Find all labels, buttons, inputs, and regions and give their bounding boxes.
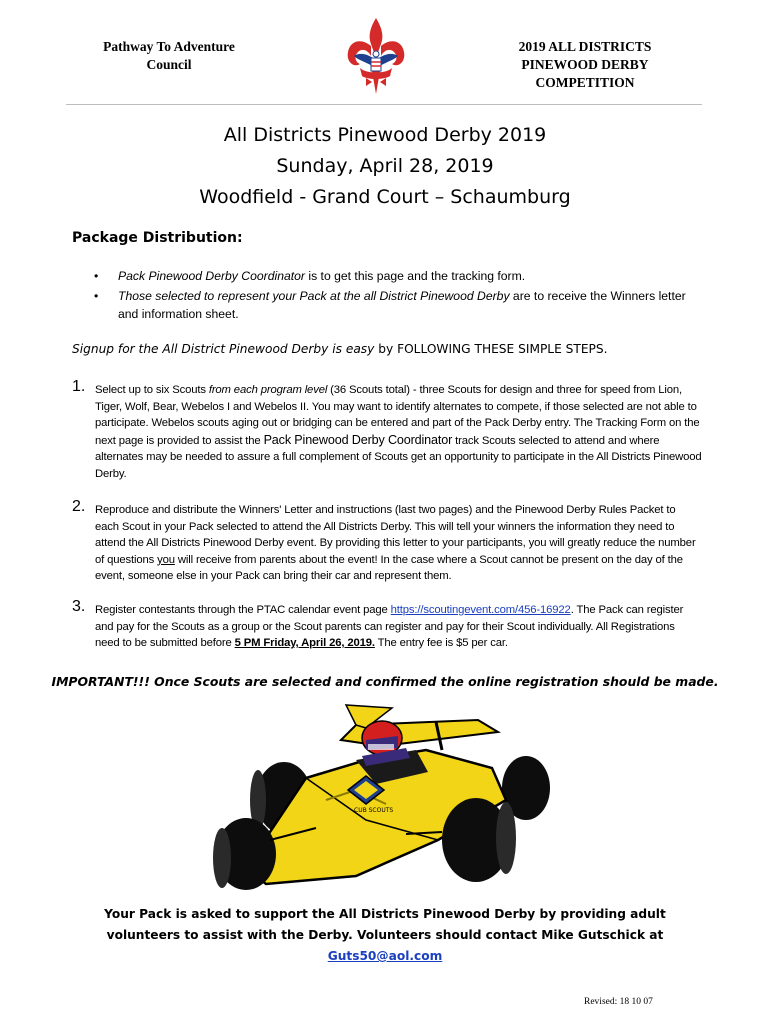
step-number: 3. (72, 598, 86, 615)
step-1 (72, 378, 702, 483)
competition-line-1: 2019 ALL DISTRICTS (518, 39, 652, 54)
step-text-part: . The Pack can register and pay for the Scouts as a group or the Scout parents can register and pay for their Scout individually. All Registrations need to be submitted before (95, 604, 684, 650)
step-text-part: Register contestants through the PTAC calendar event page (95, 604, 391, 616)
bullet-item (94, 287, 704, 323)
deadline: 5 PM Friday, April 26, 2019. (234, 637, 375, 650)
package-bullets (94, 267, 704, 325)
step-3 (72, 598, 702, 652)
title-line-3: Woodfield - Grand Court – Schaumburg (199, 186, 571, 208)
bullet-dot-icon: • (94, 289, 99, 303)
step-text (95, 502, 702, 585)
title-line-2: Sunday, April 28, 2019 (276, 155, 494, 177)
bsa-fleur-de-lis-eagle-icon (340, 16, 412, 96)
step-text-part: track Scouts selected to attend and where alternates may be needed to assure a full complement of Scouts get an opportunity to participate in the All Districts Pinewood Derby. (95, 434, 702, 480)
signup-line (72, 342, 608, 356)
step-number: 1. (72, 378, 86, 395)
signup-emphasis: Signup for the All District Pinewood Derby is easy (72, 342, 375, 356)
header-divider (66, 104, 702, 105)
title-line-1: All Districts Pinewood Derby 2019 (223, 124, 547, 146)
volunteer-email-link[interactable]: Guts50@aol.com (327, 949, 443, 963)
race-car-illustration-icon (206, 700, 562, 900)
step-emphasis: Pack Pinewood Derby Coordinator (263, 432, 453, 447)
step-text-part: Select up to six Scouts (95, 384, 209, 396)
step-number: 2. (72, 498, 86, 515)
page-title (0, 120, 770, 213)
bullet-emphasis: Pack Pinewood Derby Coordinator (118, 269, 305, 283)
important-notice: IMPORTANT!!! Once Scouts are selected and confirmed the online registration should be made. (51, 674, 719, 689)
step-text-part: (36 Scouts total) - three Scouts for design and three for speed from Lion, Tiger, Wolf, Bear, Webelos I and Webelos II. You may want to identify alternates to compete, if those selected are not able to participate. Webelos scouts aging out or bridging can be entered and part of the Pack Derby entry. The Tracking Form on the next page is provided to assist the (95, 384, 700, 447)
volunteer-request (70, 904, 700, 967)
step-emphasis: from each program level (208, 384, 328, 396)
signup-text: by FOLLOWING THESE SIMPLE STEPS. (374, 342, 608, 356)
car-badge-text: CUB SCOUTS (354, 807, 394, 814)
council-line-1: Pathway To Adventure (103, 39, 235, 54)
volunteer-text: Your Pack is asked to support the All Districts Pinewood Derby by providing adult volunteers to assist with the Derby. Volunteers should contact Mike Gutschick at (104, 907, 666, 942)
step-2 (72, 498, 702, 585)
bullet-text: is to get this page and the tracking form. (304, 269, 526, 283)
step-text (95, 382, 702, 483)
bullet-dot-icon: • (94, 269, 99, 283)
council-name (84, 38, 254, 74)
step-text-part: Reproduce and distribute the Winners' Letter and instructions (last two pages) and the Pinewood Derby Rules Packet to each Scout in your Pack selected to attend the All Districts Derby. This will tell your winners the information they need to attend the All Districts Pinewood Derby event. By providing this letter to your participants, you will greatly reduce the number of questions (95, 504, 696, 566)
competition-line-2: PINEWOOD DERBY (521, 57, 649, 72)
bullet-item (94, 267, 704, 285)
revision-date: Revised: 18 10 07 (584, 997, 653, 1007)
step-text (95, 602, 702, 652)
step-emphasis: you (157, 553, 175, 566)
council-line-2: Council (146, 57, 192, 72)
competition-name (495, 38, 675, 92)
competition-line-3: COMPETITION (535, 75, 635, 90)
package-heading: Package Distribution: (72, 230, 243, 246)
bullet-text: are to receive the Winners letter and information sheet. (118, 289, 686, 321)
registration-link[interactable]: https://scoutingevent.com/456-16922 (390, 604, 571, 616)
step-text-part: will receive from parents about the event! In the case where a Scout cannot be present on the day of the event, someone else in your Pack can bring their car and represent them. (95, 553, 683, 583)
step-text-part: The entry fee is $5 per car. (374, 637, 508, 650)
bullet-emphasis: Those selected to represent your Pack at the all District Pinewood Derby (118, 289, 510, 303)
